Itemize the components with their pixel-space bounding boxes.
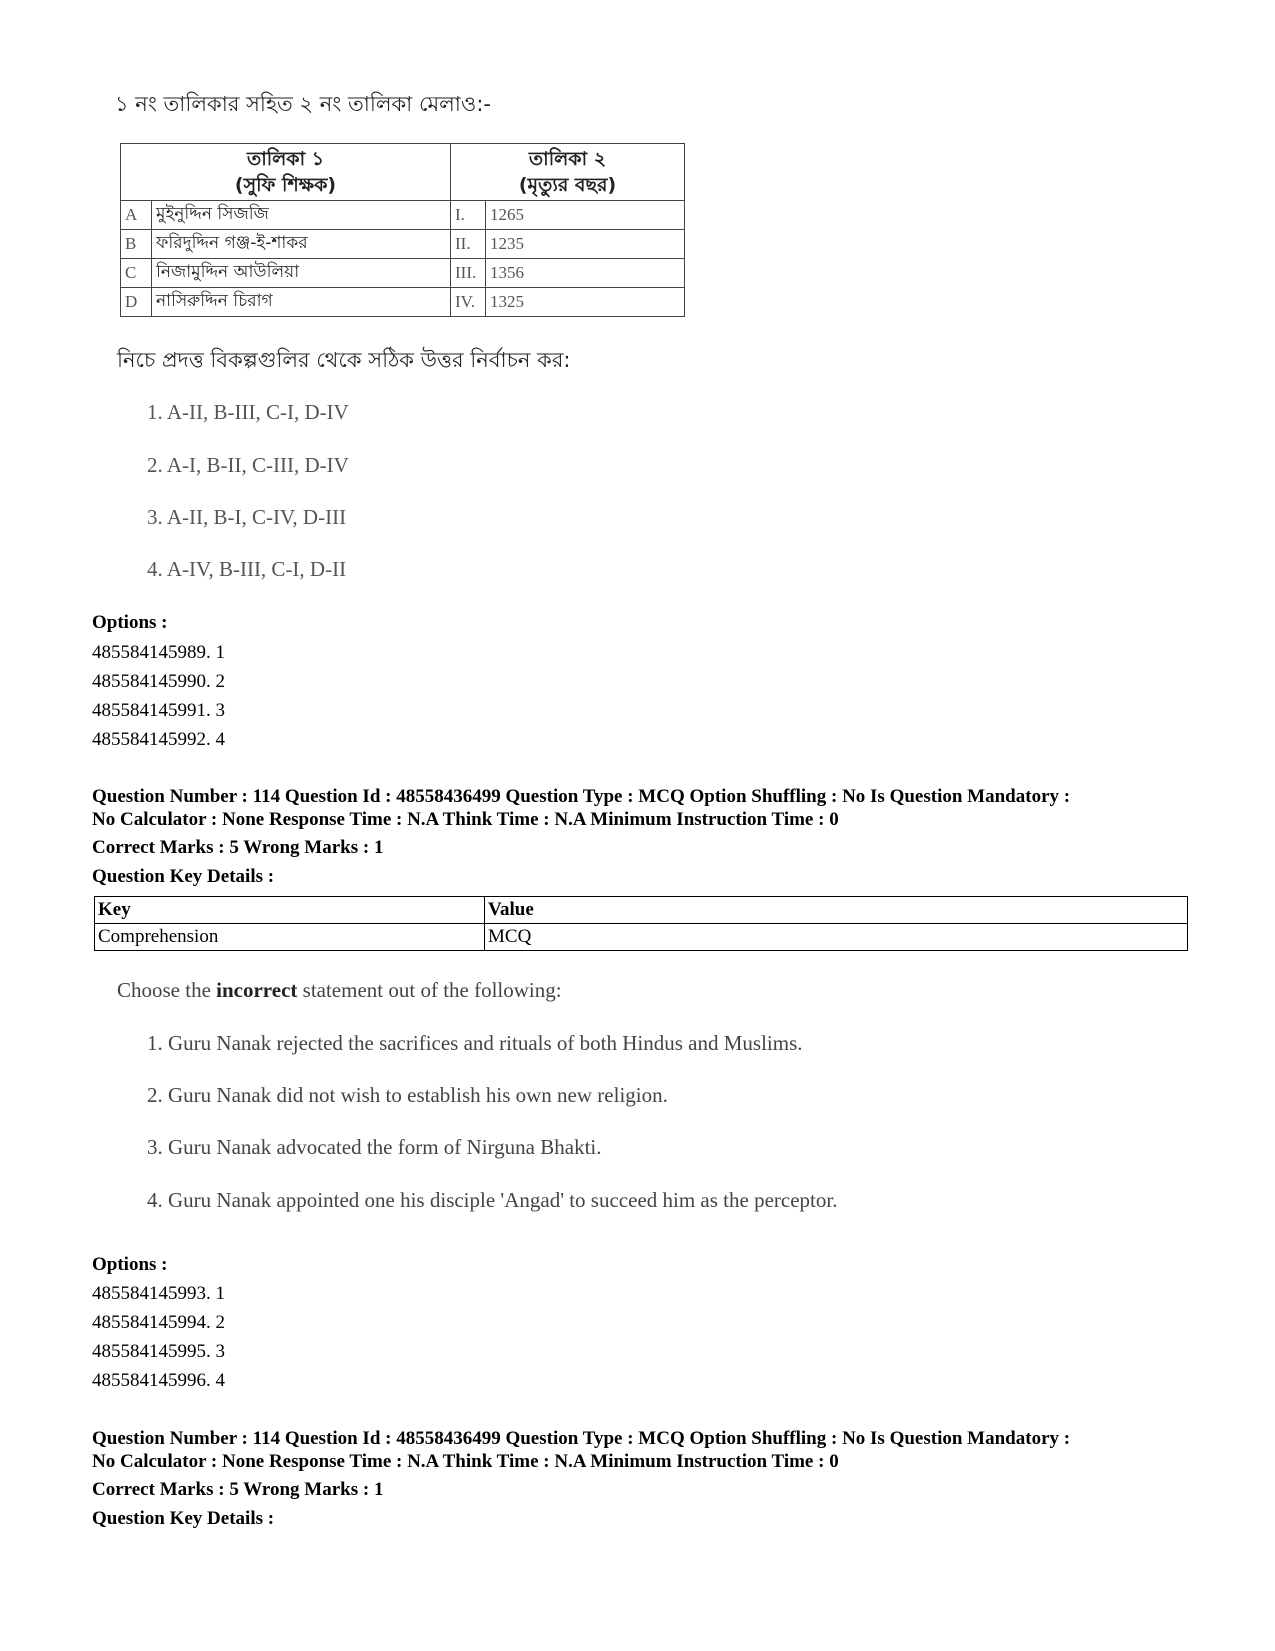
option-id: 485584145992. 4 (92, 729, 225, 750)
q2-meta-line2: No Calculator : None Response Time : N.A Think Time : N.A Minimum Instruction Time : 0 (92, 809, 839, 830)
prompt-bold: incorrect (216, 978, 298, 1002)
q2-marks: Correct Marks : 5 Wrong Marks : 1 (92, 837, 384, 858)
q1-options-label: Options : (92, 612, 168, 633)
table-row (95, 924, 1188, 951)
sufi-name: নিজামুদ্দিন আউলিয়া (152, 259, 451, 288)
sufi-name: নাসিরুদ্দিন চিরাগ (152, 288, 451, 317)
q1-options-list (92, 638, 225, 754)
roman-index: II. (451, 230, 486, 259)
q2-prompt (117, 978, 562, 1003)
list1-title: তালিকা ১ (246, 148, 325, 170)
death-year: 1325 (486, 288, 685, 317)
list2-header (451, 144, 685, 201)
prompt-pre: Choose the (117, 978, 217, 1002)
table-row (121, 201, 685, 230)
q1-instruction: নিচে প্রদত্ত বিকল্পগুলির থেকে সঠিক উত্তর নির্বাচন কর: (117, 348, 571, 372)
option-id: 485584145990. 2 (92, 671, 225, 692)
q1-prompt: ১ নং তালিকার সহিত ২ নং তালিকা মেলাও:- (115, 92, 491, 116)
row-index: D (121, 288, 152, 317)
roman-index: IV. (451, 288, 486, 317)
list2-title: তালিকা ২ (528, 148, 607, 170)
q3-meta-line2: No Calculator : None Response Time : N.A Think Time : N.A Minimum Instruction Time : 0 (92, 1451, 839, 1472)
row-index: B (121, 230, 152, 259)
row-index: C (121, 259, 152, 288)
roman-index: I. (451, 201, 486, 230)
option-id: 485584145989. 1 (92, 642, 225, 663)
q2-key-details-label: Question Key Details : (92, 866, 275, 887)
q2-options-label: Options : (92, 1254, 168, 1275)
value-header: Value (485, 897, 1188, 924)
option-id: 485584145991. 3 (92, 700, 225, 721)
q1-choice-1: 1. A-II, B-III, C-I, D-IV (147, 400, 349, 424)
q2-choice-2: 2. Guru Nanak did not wish to establish his own new religion. (147, 1083, 668, 1107)
q3-key-details-label: Question Key Details : (92, 1508, 275, 1529)
option-id: 485584145996. 4 (92, 1370, 225, 1391)
list2-subtitle: (মৃত্যুর বছর) (518, 174, 617, 196)
q3-meta-line1: Question Number : 114 Question Id : 48558436499 Question Type : MCQ Option Shuffling : No Is Question Mandatory : (92, 1428, 1071, 1449)
q2-options-list (92, 1279, 225, 1395)
q1-match-table (120, 143, 685, 317)
q2-choice-3: 3. Guru Nanak advocated the form of Nirguna Bhakti. (147, 1135, 602, 1159)
sufi-name: ফরিদুদ্দিন গঞ্জ-ই-শাকর (152, 230, 451, 259)
list1-header (121, 144, 451, 201)
death-year: 1265 (486, 201, 685, 230)
sufi-name: মুইনুদ্দিন সিজজি (152, 201, 451, 230)
roman-index: III. (451, 259, 486, 288)
table-row (121, 288, 685, 317)
option-id: 485584145994. 2 (92, 1312, 225, 1333)
table-header-row (95, 897, 1188, 924)
row-index: A (121, 201, 152, 230)
option-id: 485584145993. 1 (92, 1283, 225, 1304)
list1-subtitle: (সুফি শিক্ষক) (234, 174, 337, 196)
q2-meta-line1: Question Number : 114 Question Id : 48558436499 Question Type : MCQ Option Shuffling : No Is Question Mandatory : (92, 786, 1071, 807)
q1-choice-3: 3. A-II, B-I, C-IV, D-III (147, 505, 347, 529)
q3-marks: Correct Marks : 5 Wrong Marks : 1 (92, 1479, 384, 1500)
q1-choice-4: 4. A-IV, B-III, C-I, D-II (147, 557, 347, 581)
value-cell: MCQ (485, 924, 1188, 951)
option-id: 485584145995. 3 (92, 1341, 225, 1362)
table-row (121, 230, 685, 259)
table-row (121, 259, 685, 288)
q1-choice-2: 2. A-I, B-II, C-III, D-IV (147, 453, 349, 477)
key-cell: Comprehension (95, 924, 485, 951)
death-year: 1235 (486, 230, 685, 259)
key-header: Key (95, 897, 485, 924)
death-year: 1356 (486, 259, 685, 288)
prompt-post: statement out of the following: (297, 978, 562, 1002)
q2-choice-1: 1. Guru Nanak rejected the sacrifices and rituals of both Hindus and Muslims. (147, 1031, 803, 1055)
q2-key-table (94, 896, 1188, 951)
table-header-row (121, 144, 685, 201)
q2-choice-4: 4. Guru Nanak appointed one his disciple 'Angad' to succeed him as the perceptor. (147, 1188, 838, 1212)
